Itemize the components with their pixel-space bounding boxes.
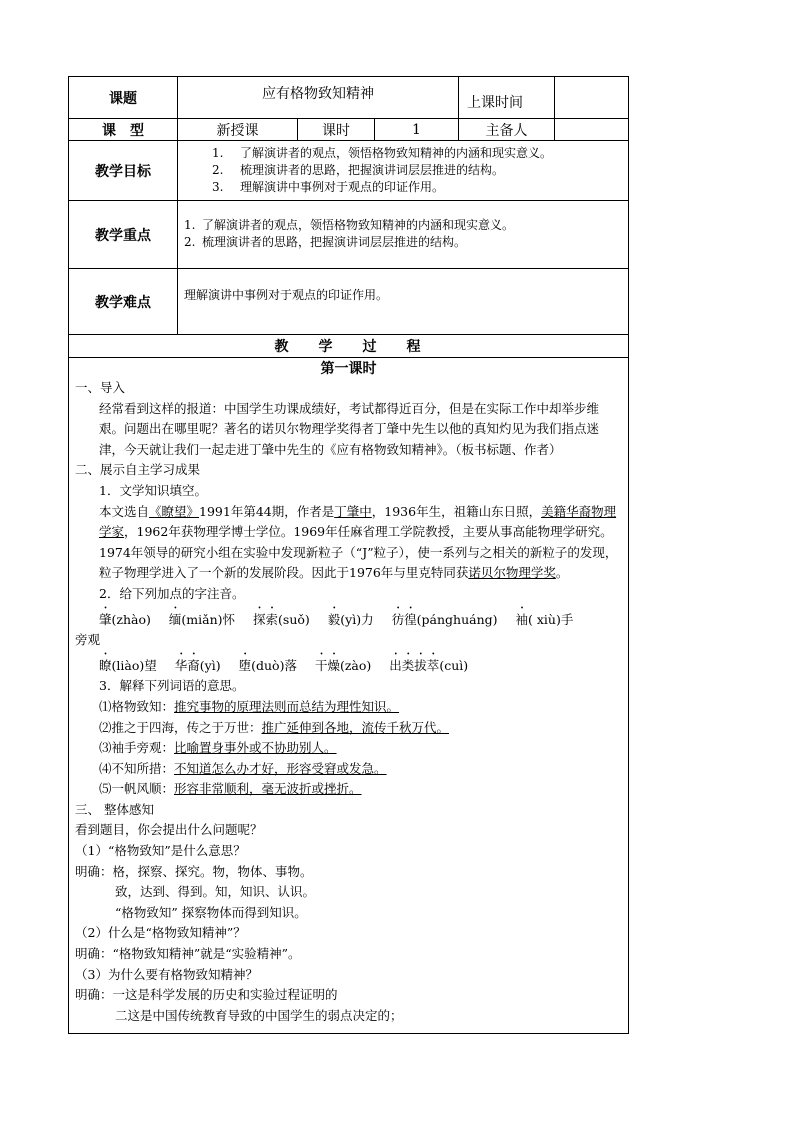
focus-list [178,201,629,269]
definition-item: ⑴格物致知：推究事物的原理法则而总结为理性知识。 [99,698,400,714]
lesson-plan-page [68,76,628,1034]
definition-item: ⑵推之于四海，传之于万世：推广延伸到各地，流传千秋万代。 [99,719,450,735]
difficulty-label: 教学难点 [69,269,178,335]
definition-item: ⑶袖手旁观：比喻置身事外或不协助别人。 [99,740,337,756]
type-value: 新授课 [178,119,298,141]
time-label: 上课时间 [459,77,555,119]
pinyin-row: 肇(zhào) 缅(miǎn)怀 探索(suǒ) 毅(yì)力 彷徨(pánghuáng) 袖( xiù)手 [99,611,574,627]
answer: 明确：格，探察、探究。物，物体、事物。 [75,863,313,879]
difficulty-text: 理解演讲中事例对于观点的印证作用。 [178,269,629,335]
topic-value: 应有格物致知精神 [178,77,459,119]
pinyin-row-2: 瞭(liào)望 华裔(yì) 堕(duò)落 干燥(zào) 出类拔萃(cuì) [99,657,469,673]
type-label: 课 型 [69,119,178,141]
answer: 明确：一这是科学发展的历史和实验过程证明的 [75,987,338,1003]
goal-item: 1. 了解演讲者的观点，领悟格物致知精神的内涵和现实意义。 [212,146,553,160]
lesson-title: 第一课时 [320,361,377,377]
answer: 致，达到、得到。知，知识、认识。 [115,884,316,900]
hours-value: 1 [375,119,459,141]
question: （1）“格物致知”是什么意思？ [75,843,246,859]
section-title: 三、 整体感知 [75,801,154,817]
sub-title: 2．给下列加点的字注音。 [99,585,245,601]
prep-value [555,119,629,141]
definition-item: ⑸一帆风顺：形容非常顺利，毫无波折或挫折。 [99,781,362,797]
hours-label: 课时 [298,119,375,141]
question-intro: 看到题目，你会提出什么问题呢？ [75,822,263,838]
lesson-plan-table [68,76,629,1034]
goal-item: 2. 梳理演讲者的思路，把握演讲词层层推进的结构。 [212,163,505,177]
focus-item: 2. 梳理演讲者的思路，把握演讲词层层推进的结构。 [184,235,467,249]
time-value [555,77,629,119]
goals-label: 教学目标 [69,141,178,201]
question: （3）为什么要有格物致知精神？ [75,966,258,982]
answer: 二这是中国传统教育导致的中国学生的弱点决定的； [115,1007,403,1023]
topic-label: 课题 [69,77,178,119]
pinyin-wrap: 旁观 [75,632,101,648]
focus-label: 教学重点 [69,201,178,269]
question: （2）什么是“格物致知精神”？ [75,925,246,941]
section-title: 二、展示自主学习成果 [75,462,201,478]
process-body [69,358,629,1034]
definition-item: ⑷不知所措：不知道怎么办才好，形容受窘或发急。 [99,760,387,776]
goal-item: 3. 理解演讲中事例对于观点的印证作用。 [212,180,445,194]
sub-title: 1．文学知识填空。 [99,482,207,498]
goals-list [178,141,629,201]
answer: “格物致知” 探察物体而得到知识。 [115,904,307,920]
section-title: 一、导入 [75,380,126,395]
answer: 明确：“格物致知精神”就是“实验精神”。 [75,946,301,962]
process-heading: 教 学 过 程 [69,335,629,358]
intro-paragraph: 经常看到这样的报道：中国学生功课成绩好，考试都得近百分，但是在实际工作中却举步维艰。问题出在哪里呢？著名的诺贝尔物理学奖得者丁肇中先生以他的真知灼见为我们指点迷津，今天就让我们一起走进丁肇中先生的《应有格物致知精神》。（板书标题、作者） [99,400,600,457]
sub-title: 3．解释下列词语的意思。 [99,678,245,694]
focus-item: 1. 了解演讲者的观点，领悟格物致知精神的内涵和现实意义。 [184,218,515,232]
lit-paragraph: 本文选自《瞭望》1991年第44期，作者是丁肇中，1936年生，祖籍山东日照，美籍华裔物理学家，1962年获物理学博士学位。1969年任麻省理工学院教授，主要从事高能物理学研究。1974年领导的研究小组在实验中发现新粒子（“J”粒子），使一系列与之相关的新粒子的发现，粒子物理学进入了一个新的发展阶段。因此于1976年与里克特同获诺贝尔物理学奖。 [99,503,618,581]
prep-label: 主备人 [459,119,555,141]
